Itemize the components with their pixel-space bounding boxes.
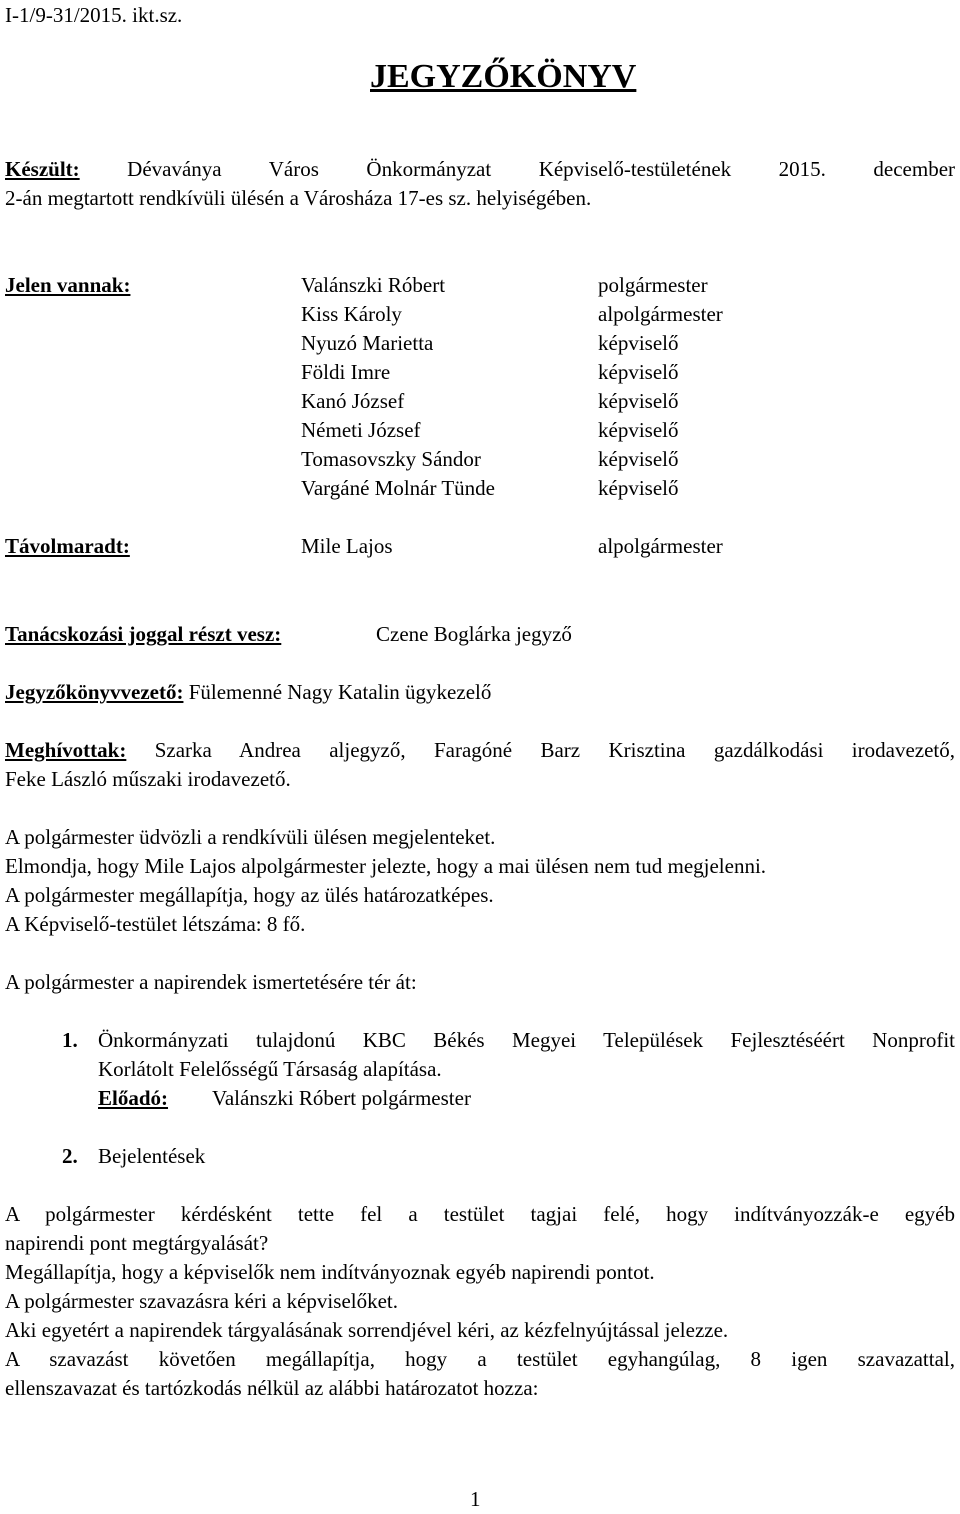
member-name: Valánszki Róbert [301,273,446,297]
member-name: Kanó József [301,389,405,413]
tanacskozasi-label: Tanácskozási joggal részt vesz: [5,622,282,646]
agenda-item-1-line-2: Korlátolt Felelősségű Társaság alapítása. [98,1057,442,1081]
member-role: alpolgármester [598,302,723,326]
jelen-label: Jelen vannak: [5,273,131,297]
intro-line: A polgármester megállapítja, hogy az ülés határozatképes. [5,883,494,907]
page-title: JEGYZŐKÖNYV [370,58,637,95]
member-role: polgármester [598,273,708,297]
member-role: képviselő [598,476,679,500]
member-role: képviselő [598,447,679,471]
closing-p1-line-1: A polgármester kérdésként tette fel a testület tagjai felé, hogy indítványozzák-e egyéb [5,1202,955,1226]
intro-line: A Képviselő-testület létszáma: 8 fő. [5,912,306,936]
agenda-item-1-eloado [98,1084,471,1113]
napirend-intro: A polgármester a napirendek ismertetésére tér át: [5,970,417,994]
member-name: Németi József [301,418,421,442]
tavolmaradt-name: Mile Lajos [301,534,393,558]
closing-p5-line-1: A szavazást követően megállapítja, hogy a testület egyhangúlag, 8 igen szavazattal, [5,1347,955,1371]
tanacskozasi-value: Czene Boglárka jegyző [376,622,572,646]
member-role: képviselő [598,389,679,413]
closing-p2: Megállapítja, hogy a képviselők nem indítványoznak egyéb napirendi pontot. [5,1260,655,1284]
jegyzokonyvvezeto-line [5,678,491,707]
agenda-item-2-number: 2. [62,1144,78,1168]
eloado-label: Előadó: [98,1086,169,1110]
member-role: képviselő [598,331,679,355]
member-name: Tomasovszky Sándor [301,447,481,471]
meghivottak-label: Meghívottak: [5,738,127,762]
member-name: Vargáné Molnár Tünde [301,476,496,500]
agenda-item-1-line-1: Önkormányzati tulajdonú KBC Békés Megyei Települések Fejlesztéséért Nonprofit [98,1028,955,1052]
keszult-line-1 [5,155,955,184]
tavolmaradt-label: Távolmaradt: [5,534,130,558]
tavolmaradt-role: alpolgármester [598,534,723,558]
closing-p5-line-2: ellenszavazat és tartózkodás nélkül az alábbi határozatot hozza: [5,1376,539,1400]
member-name: Nyuzó Marietta [301,331,434,355]
header-reference: I-1/9-31/2015. ikt.sz. [5,3,183,27]
meghivottak-line-2: Feke László műszaki irodavezető. [5,767,291,791]
member-role: képviselő [598,418,679,442]
page-number: 1 [470,1487,481,1511]
keszult-label: Készült: [5,157,80,181]
keszult-text-1: Dévaványa Város Önkormányzat Képviselő-testületének 2015. december [127,157,956,181]
jegyzokonyvvezeto-value: Fülemenné Nagy Katalin ügykezelő [188,680,492,704]
intro-line: A polgármester üdvözli a rendkívüli ülésen megjelenteket. [5,825,496,849]
closing-p4: Aki egyetért a napirendek tárgyalásának sorrendjével kéri, az kézfelnyújtással jelezze. [5,1318,729,1342]
jegyzokonyvvezeto-label: Jegyzőkönyvvezető: [5,680,184,704]
member-name: Földi Imre [301,360,391,384]
eloado-value: Valánszki Róbert polgármester [212,1086,471,1110]
keszult-line-2: 2-án megtartott rendkívüli ülésén a Városháza 17-es sz. helyiségében. [5,186,592,210]
closing-p3: A polgármester szavazásra kéri a képviselőket. [5,1289,399,1313]
closing-p1-line-2: napirendi pont megtárgyalását? [5,1231,269,1255]
intro-line: Elmondja, hogy Mile Lajos alpolgármester jelezte, hogy a mai ülésen nem tud megjelenni. [5,854,767,878]
meghivottak-text-1: Szarka Andrea aljegyző, Faragóné Barz Krisztina gazdálkodási irodavezető, [154,738,956,762]
agenda-item-2-text: Bejelentések [98,1144,206,1168]
agenda-item-1-number: 1. [62,1028,78,1052]
member-role: képviselő [598,360,679,384]
member-name: Kiss Károly [301,302,402,326]
meghivottak-line-1 [5,736,955,765]
